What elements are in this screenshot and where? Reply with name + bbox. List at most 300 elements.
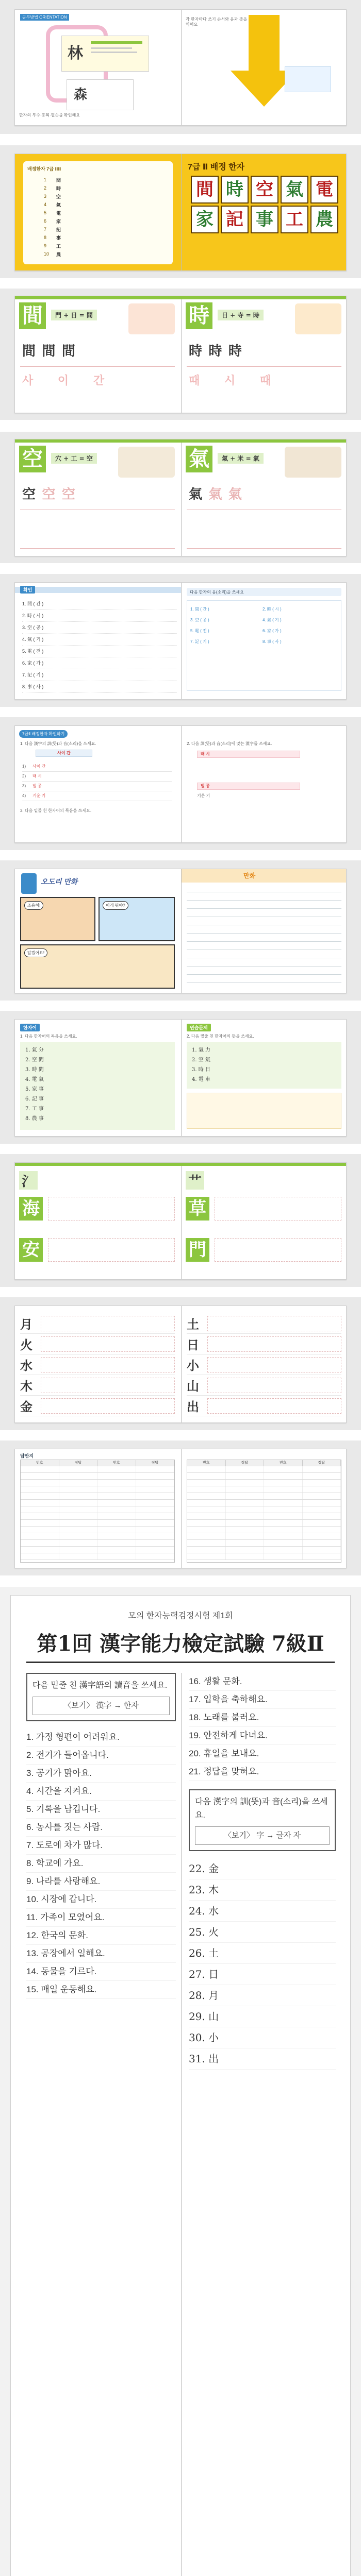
word-item: 4. 電 車: [192, 1077, 210, 1082]
answer-grid: [187, 600, 341, 691]
table-cell: [226, 1493, 265, 1499]
title-rule: [26, 1662, 335, 1663]
exam-hanja-question: 23. 木: [189, 1879, 336, 1901]
table-cell: [136, 1513, 175, 1519]
list-hanja: 農: [56, 252, 61, 258]
character-row: [20, 1375, 175, 1396]
sample-card-2: [67, 79, 134, 110]
table-cell: [97, 1486, 136, 1493]
exam-question: 4. 시간을 지켜요.: [26, 1783, 176, 1801]
section-tag: 연습문제: [187, 1024, 211, 1031]
comic-panel: [20, 897, 95, 941]
column-header: 번호: [97, 1460, 136, 1466]
table-cell: [136, 1520, 175, 1526]
table-cell: [264, 1466, 303, 1472]
practice-char: 空: [22, 487, 36, 502]
question-2: 2. 다음 밑줄 친 한자어의 뜻을 쓰세요.: [187, 1034, 254, 1039]
table-cell: [97, 1506, 136, 1513]
hanja-question-list: [189, 1858, 336, 2070]
question-list: [26, 1728, 176, 1999]
left-page: [15, 583, 181, 699]
bottom-note: 한자의 부수·총획·필순을 확인해요: [19, 113, 80, 117]
yellow-arrow: [231, 15, 298, 113]
table-cell: [97, 1473, 136, 1479]
table-cell: [264, 1513, 303, 1519]
practice-char: 間: [61, 344, 75, 359]
right-column: [189, 1673, 336, 2070]
table-cell: [226, 1486, 265, 1493]
table-cell: [264, 1533, 303, 1539]
practice-char: 氣: [208, 487, 222, 502]
book-spread: [14, 439, 347, 556]
table-cell: [264, 1547, 303, 1553]
table-row: [21, 1493, 174, 1500]
question-item: 6. 家 ( 가 ): [22, 657, 177, 669]
trace-cells: [41, 1398, 175, 1414]
right-page: [182, 1306, 347, 1422]
left-page: [15, 869, 181, 993]
trace-cells: [41, 1316, 175, 1331]
table-cell: [303, 1547, 341, 1553]
column-header: 정답: [303, 1460, 341, 1466]
trace-row: [48, 1238, 175, 1262]
example-box: 때 시: [197, 751, 300, 758]
table-cell: [59, 1493, 98, 1499]
grid-cell: 工: [281, 206, 308, 233]
trace-cells: [41, 1378, 175, 1393]
book-spread: [14, 1449, 347, 1568]
spread-2: [0, 145, 361, 278]
answer-table: [187, 1460, 341, 1563]
list-item: [44, 184, 168, 192]
table-row: [187, 1480, 341, 1486]
radical: 氵: [19, 1171, 38, 1190]
spread-9: [0, 1154, 361, 1287]
list-item: [44, 176, 168, 184]
grid-cell: 事: [251, 206, 278, 233]
question-1: 1. 다음 한자어의 독음을 쓰세요.: [20, 1034, 77, 1039]
table-cell: [136, 1533, 175, 1539]
column-divider: [181, 1673, 182, 2576]
right-header: 다음 한자의 음(소리)을 쓰세요: [187, 588, 341, 596]
question-2: 2. 다음 訓(뜻)과 音(소리)에 맞는 漢字를 쓰세요.: [187, 741, 272, 746]
table-cell: [264, 1553, 303, 1560]
answer-table: [20, 1460, 175, 1563]
character-row: [20, 1313, 175, 1334]
grid-title: 7급 Ⅱ 배정 한자: [188, 163, 245, 172]
header-band: [182, 869, 347, 883]
question-item: 2. 時 ( 시 ): [22, 610, 177, 622]
exam-sheet: [10, 1595, 351, 2576]
table-cell: [303, 1513, 341, 1519]
question-list: [189, 1673, 336, 1781]
practice-char: 空: [61, 487, 75, 502]
table-cell: [187, 1493, 226, 1499]
table-row: [21, 1513, 174, 1520]
list-hanja: 記: [56, 227, 61, 233]
column-header: 정답: [136, 1460, 175, 1466]
hint-row: 기운 기: [197, 793, 210, 798]
row-hanja: 出: [187, 1399, 199, 1414]
table-row: [21, 1473, 174, 1480]
exam-hanja-question: 31. 出: [189, 2048, 336, 2070]
right-page: [182, 1449, 347, 1568]
right-tag: 만화: [243, 872, 256, 879]
table-cell: [187, 1527, 226, 1533]
table-cell: [21, 1553, 59, 1560]
table-cell: [303, 1486, 341, 1493]
line-number: 4): [22, 793, 26, 798]
table-cell: [97, 1466, 136, 1472]
spread-11: [0, 1440, 361, 1575]
hanja-list: [44, 176, 168, 258]
exam-hanja-question: 27. 日: [189, 1964, 336, 1985]
word-list: [20, 1042, 175, 1130]
table-cell: [97, 1540, 136, 1546]
table-cell: [187, 1547, 226, 1553]
lesson-hanja: 海: [19, 1197, 43, 1221]
list-hanja: 事: [56, 235, 61, 241]
table-cell: [59, 1513, 98, 1519]
answer-item: 1. 間 ( 간 ): [190, 607, 209, 612]
word-item: 5. 家 事: [25, 1087, 44, 1092]
answer-line: [22, 772, 172, 782]
lesson-hanja: 空: [19, 446, 46, 472]
question-item: 5. 電 ( 전 ): [22, 646, 177, 657]
grid-cell: 間: [191, 176, 219, 204]
line-number: 1): [22, 764, 26, 769]
comic-panel: [20, 944, 175, 989]
section-label: 공부방법 ORIENTATION: [20, 14, 69, 21]
column-header: 정답: [59, 1460, 98, 1466]
table-cell: [136, 1486, 175, 1493]
table-cell: [136, 1480, 175, 1486]
practice-char: 間: [42, 344, 56, 359]
answer-line: [22, 782, 172, 791]
exam-question: 2. 전기가 들어옵니다.: [26, 1747, 176, 1765]
exam-question: 7. 도로에 차가 많다.: [26, 1837, 176, 1855]
spread-7: [0, 860, 361, 1001]
sample-line: [91, 52, 137, 53]
practice-char: 氣: [228, 487, 242, 502]
left-page: [15, 1449, 181, 1568]
word-item: 4. 電 氣: [25, 1077, 44, 1082]
column-header: 번호: [264, 1460, 303, 1466]
table-cell: [136, 1473, 175, 1479]
trace-row: [215, 1238, 341, 1262]
table-cell: [97, 1533, 136, 1539]
table-cell: [136, 1493, 175, 1499]
row-hanja: 水: [20, 1358, 32, 1373]
exam-question: 12. 한국의 문화.: [26, 1927, 176, 1945]
column-header: 번호: [187, 1460, 226, 1466]
question-list: [22, 598, 177, 693]
word-item: 1. 氣 力: [192, 1047, 210, 1053]
list-number: 7: [44, 227, 47, 232]
trace-text: 사 이 간: [22, 374, 115, 387]
grid-cell: 電: [310, 176, 338, 204]
line-number: 2): [22, 774, 26, 778]
table-row: [21, 1540, 174, 1547]
table-row: [187, 1466, 341, 1473]
spread-6: [0, 717, 361, 850]
table-row: [187, 1506, 341, 1513]
radical: 艹: [186, 1171, 204, 1190]
list-number: 5: [44, 210, 47, 215]
answer-item: 2. 時 ( 시 ): [262, 607, 282, 612]
table-cell: [264, 1506, 303, 1513]
question-item: 3. 空 ( 공 ): [22, 622, 177, 634]
table-cell: [21, 1500, 59, 1506]
table-cell: [187, 1540, 226, 1546]
example-box: 사이 간: [36, 750, 92, 757]
question-1: 1. 다음 漢字의 訓(뜻)과 音(소리)을 쓰세요.: [20, 741, 96, 746]
exam-question: 14. 동물을 기르다.: [26, 1963, 176, 1981]
exam-question: 8. 학교에 가요.: [26, 1855, 176, 1873]
list-hanja: 電: [56, 211, 61, 216]
list-number: 3: [44, 194, 47, 199]
list-item: [44, 250, 168, 258]
list-number: 2: [44, 185, 47, 191]
sample-bar: [91, 41, 142, 44]
exam-question: 11. 가족이 모였어요.: [26, 1909, 176, 1927]
table-row: [21, 1506, 174, 1513]
exam-question: 5. 기록을 남깁니다.: [26, 1801, 176, 1819]
exam-question: 1. 가정 형편이 어려워요.: [26, 1728, 176, 1747]
table-cell: [226, 1500, 265, 1506]
answer-item: 6. 家 ( 가 ): [262, 629, 282, 633]
list-number: 1: [44, 177, 47, 182]
table-cell: [59, 1506, 98, 1513]
trace-grid: [20, 366, 175, 405]
table-cell: [136, 1527, 175, 1533]
illustration: [118, 447, 175, 478]
character-rows: [20, 1313, 175, 1416]
book-spread: [14, 1162, 347, 1280]
table-cell: [303, 1553, 341, 1560]
illustration: [285, 447, 341, 478]
practice-char: 時: [228, 344, 242, 359]
word-item: 3. 時 日: [192, 1067, 210, 1073]
right-note: 각 한자마다 쓰기 순서와 음과 뜻을 익혀요: [186, 17, 248, 27]
exam-question: 6. 농사를 짓는 사람.: [26, 1819, 176, 1837]
exam-hanja-question: 29. 山: [189, 2006, 336, 2027]
list-number: 4: [44, 202, 47, 207]
spread-5: [0, 574, 361, 707]
table-row: [21, 1486, 174, 1493]
sample-hanja: 林: [68, 44, 83, 62]
table-cell: [21, 1527, 59, 1533]
table-header: [187, 1460, 341, 1466]
left-page: [15, 443, 181, 556]
list-number: 6: [44, 218, 47, 224]
table-cell: [226, 1553, 265, 1560]
row-hanja: 木: [20, 1379, 32, 1394]
grid-cell: 時: [221, 176, 249, 204]
table-cell: [264, 1527, 303, 1533]
book-spread: [14, 869, 347, 993]
table-cell: [59, 1466, 98, 1472]
table-row: [187, 1493, 341, 1500]
table-cell: [59, 1533, 98, 1539]
table-cell: [264, 1520, 303, 1526]
instruction-box: [189, 1789, 336, 1851]
table-cell: [136, 1553, 175, 1560]
table-cell: [303, 1466, 341, 1472]
example-box: 〈보기〉 字 → 글자 자: [195, 1826, 330, 1845]
word-item: 6. 記 事: [25, 1096, 44, 1102]
table-header: [21, 1460, 174, 1466]
lesson-hanja: 安: [19, 1238, 43, 1262]
book-spread: [14, 582, 347, 700]
table-row: [187, 1520, 341, 1527]
character-row: [187, 1396, 341, 1416]
word-item: 1. 氣 分: [25, 1047, 44, 1053]
right-page: [182, 1166, 347, 1279]
table-cell: [226, 1547, 265, 1553]
left-column: [26, 1673, 176, 1999]
row-hanja: 小: [187, 1358, 199, 1373]
word-item: 7. 工 事: [25, 1106, 44, 1112]
table-cell: [264, 1480, 303, 1486]
table-cell: [136, 1540, 175, 1546]
table-row: [21, 1520, 174, 1527]
trace-cells: [207, 1357, 341, 1372]
trace-cells: [207, 1378, 341, 1393]
exam-hanja-question: 24. 水: [189, 1901, 336, 1922]
lesson-hanja: 草: [186, 1197, 209, 1221]
character-row: [187, 1334, 341, 1354]
row-hanja: 土: [187, 1317, 199, 1332]
exam-title: 第1回 漢字能力檢定試驗 7級Ⅱ: [37, 1632, 324, 1656]
left-page: [15, 1306, 181, 1422]
list-number: 9: [44, 243, 47, 248]
book-spread: [14, 154, 347, 271]
right-page: [182, 869, 347, 993]
exam-hanja-question: 22. 金: [189, 1858, 336, 1879]
exam-hanja-question: 26. 土: [189, 1943, 336, 1964]
sample-hanja: 森: [73, 87, 87, 103]
table-cell: [303, 1540, 341, 1546]
character-row: [20, 1354, 175, 1375]
section-tag: 7급Ⅱ 배정한자 확인하기: [19, 730, 68, 738]
trace-cells: [207, 1316, 341, 1331]
question-item: 1. 間 ( 간 ): [22, 598, 177, 610]
exam-question: 20. 휴일을 보내요.: [189, 1745, 336, 1763]
speech-bubble: 이게 뭐야?: [103, 901, 128, 910]
table-cell: [59, 1520, 98, 1526]
list-hanja: 間: [56, 178, 61, 183]
table-cell: [59, 1473, 98, 1479]
left-page: [15, 10, 181, 125]
practice-char: 時: [188, 344, 202, 359]
book-spread: [14, 9, 347, 126]
question-3: 3. 다음 밑줄 친 한자어의 독음을 쓰세요.: [20, 808, 92, 813]
spread-4: [0, 432, 361, 563]
table-cell: [187, 1506, 226, 1513]
section-tag: 확인: [20, 586, 35, 594]
exam-page: [0, 1587, 361, 2576]
example-box: 〈보기〉 漢字 → 한자: [32, 1697, 170, 1715]
exam-hanja-question: 28. 月: [189, 1985, 336, 2006]
table-cell: [59, 1553, 98, 1560]
speech-bubble: 조용히!: [24, 901, 43, 910]
table-cell: [97, 1520, 136, 1526]
spread-1: [0, 0, 361, 134]
exam-hanja-question: 25. 火: [189, 1922, 336, 1943]
table-cell: [97, 1500, 136, 1506]
table-cell: [226, 1466, 265, 1472]
column-header: 정답: [226, 1460, 265, 1466]
answer-lines: [22, 762, 172, 801]
answer-box: [187, 1093, 341, 1129]
instruction-box: [26, 1673, 176, 1721]
lesson-hanja: 間: [19, 302, 46, 329]
exam-question: 15. 매일 운동해요.: [26, 1981, 176, 1999]
comic-title: 오도리 만화: [41, 877, 78, 886]
left-page: [15, 1166, 181, 1279]
table-cell: [21, 1473, 59, 1479]
practice-row: [187, 341, 244, 360]
table-cell: [136, 1466, 175, 1472]
trace-grid: [187, 366, 341, 405]
instruction-text: 다음 漢字의 訓(뜻)과 音(소리)을 쓰세요.: [195, 1798, 328, 1820]
hanja-grid: [190, 175, 339, 234]
spread-10: [0, 1297, 361, 1430]
table-cell: [264, 1486, 303, 1493]
table-cell: [136, 1506, 175, 1513]
character-row: [187, 1354, 341, 1375]
list-hanja: 空: [56, 194, 61, 200]
grid-cell: 家: [191, 206, 219, 233]
exam-question: 21. 정답을 맞혀요.: [189, 1763, 336, 1781]
list-item: [44, 233, 168, 242]
table-row: [21, 1533, 174, 1540]
right-page: [182, 1020, 347, 1136]
table-cell: [226, 1480, 265, 1486]
list-item: [44, 209, 168, 217]
answer-item: 5. 電 ( 전 ): [190, 629, 209, 633]
practice-char: 氣: [188, 487, 202, 502]
book-spread: [14, 1306, 347, 1423]
table-cell: [59, 1547, 98, 1553]
table-cell: [97, 1553, 136, 1560]
sample-line: [91, 47, 132, 49]
table-cell: [187, 1466, 226, 1472]
row-hanja: 月: [20, 1317, 32, 1332]
line-answer: 기운 기: [32, 793, 46, 798]
list-hanja: 氣: [56, 202, 61, 208]
list-hanja: 工: [56, 244, 61, 249]
table-cell: [303, 1520, 341, 1526]
right-page: [182, 726, 347, 842]
table-cell: [226, 1520, 265, 1526]
row-hanja: 金: [20, 1399, 32, 1414]
table-cell: [21, 1486, 59, 1493]
table-row: [21, 1527, 174, 1533]
lesson-hanja: 門: [186, 1238, 209, 1262]
practice-row: [20, 484, 77, 503]
section-tag: 한자어: [20, 1024, 40, 1031]
exam-question: 19. 안전하게 다녀요.: [189, 1727, 336, 1745]
list-title: 배정한자 7급 ⅡⅡ: [27, 166, 61, 172]
table-row: [21, 1553, 174, 1560]
exam-question: 13. 공장에서 일해요.: [26, 1945, 176, 1963]
table-cell: [97, 1480, 136, 1486]
answer-item: 7. 記 ( 기 ): [190, 639, 209, 644]
question-item: 8. 事 ( 사 ): [22, 681, 177, 693]
table-cell: [136, 1500, 175, 1506]
